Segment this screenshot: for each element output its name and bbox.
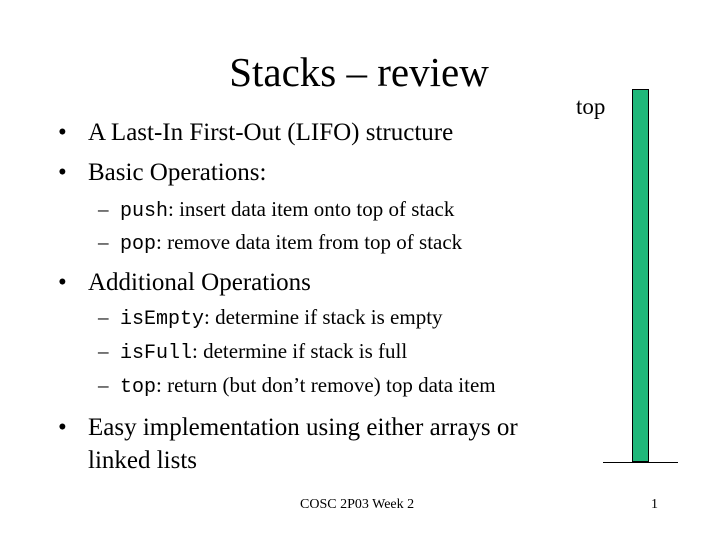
op-desc: : determine if stack is full	[192, 339, 408, 363]
bullet-item	[58, 413, 518, 443]
op-code: isEmpty	[120, 308, 205, 331]
op-code: top	[120, 376, 157, 399]
bullet-item	[58, 118, 453, 148]
bullet-text: A Last-In First-Out (LIFO) structure	[88, 119, 454, 146]
bullet-item	[58, 268, 311, 298]
op-desc: : insert data item onto top of stack	[168, 197, 455, 221]
dash-glyph: –	[98, 373, 109, 397]
bullet-continuation	[88, 446, 197, 476]
bullet-text: linked lists	[88, 447, 198, 474]
bullet-text: Basic Operations:	[88, 159, 267, 186]
stack-bar	[632, 89, 649, 462]
dash-glyph: –	[98, 197, 109, 221]
sub-item-isempty	[98, 304, 443, 333]
bullet-glyph: •	[58, 119, 67, 146]
sub-item-pop	[98, 229, 462, 258]
slide-title: Stacks – review	[229, 49, 489, 95]
bullet-glyph: •	[58, 159, 67, 186]
bullet-text: Additional Operations	[88, 269, 311, 296]
dash-glyph: –	[98, 230, 109, 254]
bullet-text: Easy implementation using either arrays or	[88, 414, 518, 441]
op-code: pop	[120, 233, 157, 256]
dash-glyph: –	[98, 339, 109, 363]
page-number: 1	[651, 497, 658, 512]
dash-glyph: –	[98, 305, 109, 329]
bullet-glyph: •	[58, 414, 67, 441]
op-desc: : determine if stack is empty	[204, 305, 443, 329]
stack-base-line	[603, 462, 678, 463]
op-code: isFull	[120, 342, 193, 365]
stack-top-label: top	[576, 94, 606, 119]
sub-item-push	[98, 196, 454, 225]
bullet-glyph: •	[58, 269, 67, 296]
op-desc: : return (but don’t remove) top data item	[156, 373, 496, 397]
sub-item-top	[98, 372, 496, 401]
op-desc: : remove data item from top of stack	[156, 230, 463, 254]
footer-text: COSC 2P03 Week 2	[300, 497, 415, 512]
sub-item-isfull	[98, 338, 407, 367]
bullet-item	[58, 158, 266, 188]
op-code: push	[120, 200, 169, 223]
